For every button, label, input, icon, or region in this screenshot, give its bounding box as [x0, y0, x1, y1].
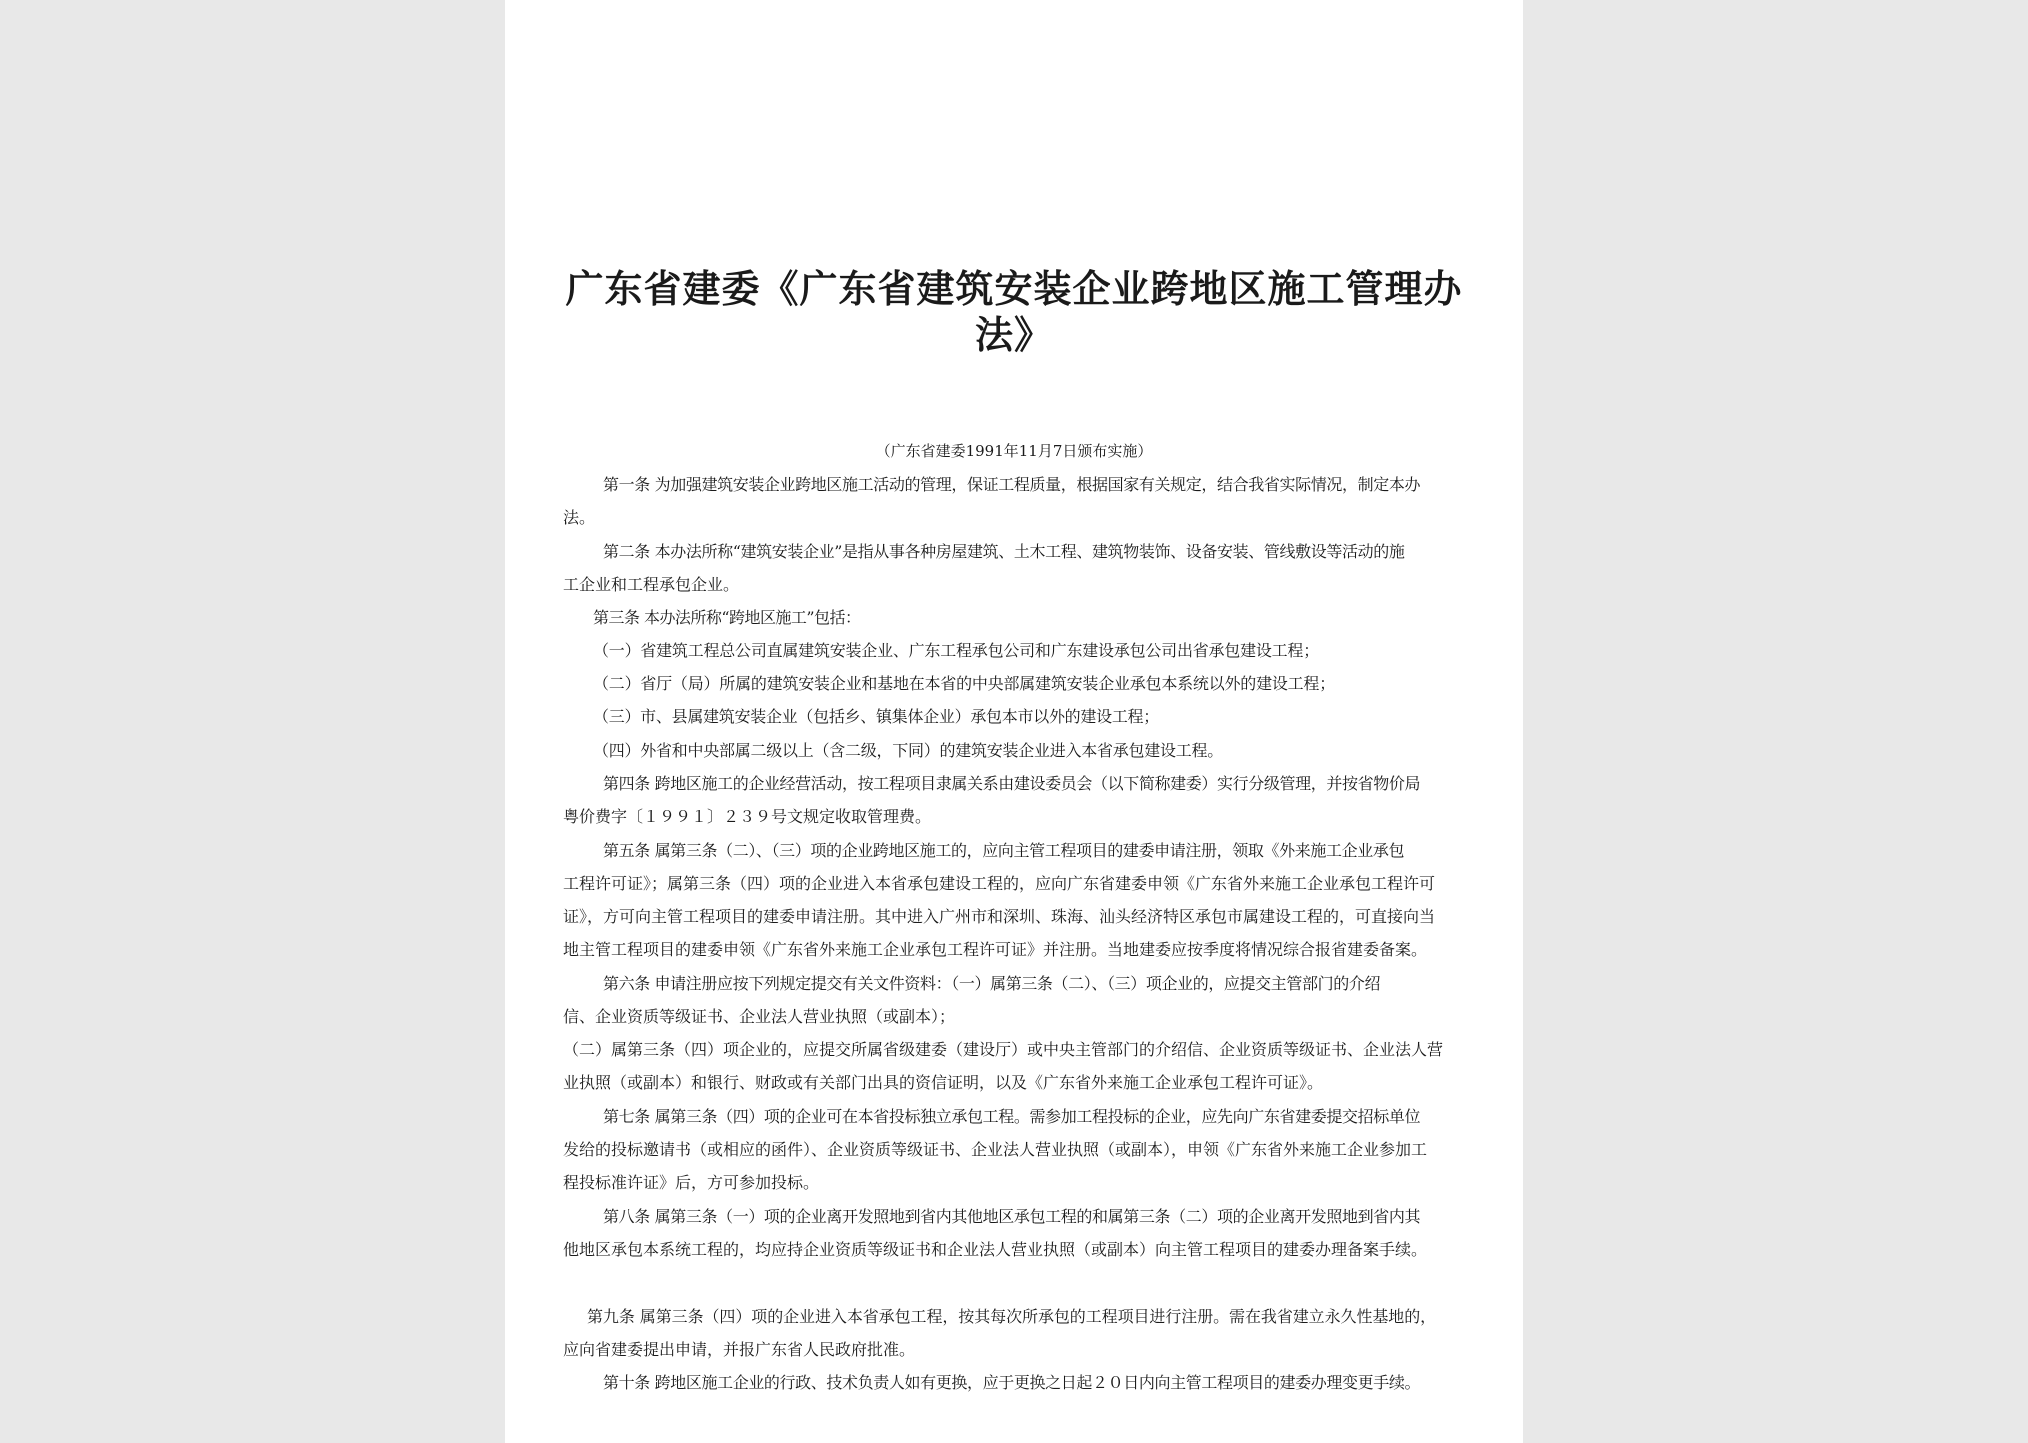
- document-title-line-1: 广东省建委《广东省建筑安装企业跨地区施工管理办: [565, 266, 1463, 311]
- document-subtitle: （广东省建委1991年11月7日颁布实施）: [875, 442, 1153, 460]
- text-line: （三）市、县属建筑安装企业（包括乡、镇集体企业）承包本市以外的建设工程；: [593, 707, 1160, 726]
- text-line: 第四条 跨地区施工的企业经营活动，按工程项目隶属关系由建设委员会（以下简称建委）实行分级管理，并按省物价局: [603, 774, 1421, 793]
- text-line: 证》，方可向主管工程项目的建委申请注册。其中进入广州市和深圳、珠海、汕头经济特区承包市属建设工程的，可直接向当: [563, 907, 1436, 926]
- document-title-line-2: 法》: [974, 312, 1053, 357]
- text-line: 第十条 跨地区施工企业的行政、技术负责人如有更换，应于更换之日起２０日内向主管工程项目的建委办理变更手续。: [603, 1373, 1421, 1392]
- text-line: （四）外省和中央部属二级以上（含二级，下同）的建筑安装企业进入本省承包建设工程。: [593, 741, 1224, 760]
- document-page: [505, 0, 1523, 1443]
- text-line: 工程许可证》；属第三条（四）项的企业进入本省承包建设工程的，应向广东省建委申领《广东省外来施工企业承包工程许可: [563, 874, 1436, 893]
- text-line: 业执照（或副本）和银行、财政或有关部门出具的资信证明，以及《广东省外来施工企业承包工程许可证》。: [563, 1073, 1324, 1092]
- text-line: 第一条 为加强建筑安装企业跨地区施工活动的管理，保证工程质量，根据国家有关规定，结合我省实际情况，制定本办: [603, 475, 1421, 494]
- text-line: 他地区承包本系统工程的，均应持企业资质等级证书和企业法人营业执照（或副本）向主管工程项目的建委办理备案手续。: [563, 1240, 1428, 1259]
- text-line: 第九条 属第三条（四）项的企业进入本省承包工程，按其每次所承包的工程项目进行注册。需在我省建立永久性基地的，: [587, 1307, 1437, 1326]
- text-line: 第七条 属第三条（四）项的企业可在本省投标独立承包工程。需参加工程投标的企业，应先向广东省建委提交招标单位: [603, 1107, 1421, 1126]
- text-line: （一）省建筑工程总公司直属建筑安装企业、广东工程承包公司和广东建设承包公司出省承包建设工程；: [593, 641, 1320, 660]
- text-line: 地主管工程项目的建委申领《广东省外来施工企业承包工程许可证》并注册。当地建委应按季度将情况综合报省建委备案。: [563, 940, 1428, 959]
- text-line: 第三条 本办法所称“跨地区施工”包括：: [593, 608, 861, 627]
- text-line: 信、企业资质等级证书、企业法人营业执照（或副本）；: [563, 1007, 956, 1026]
- text-line: 应向省建委提出申请，并报广东省人民政府批准。: [563, 1340, 916, 1359]
- text-line: 第六条 申请注册应按下列规定提交有关文件资料：（一）属第三条（二）、（三）项企业的，应提交主管部门的介绍: [603, 974, 1381, 993]
- text-line: 第八条 属第三条（一）项的企业离开发照地到省内其他地区承包工程的和属第三条（二）项的企业离开发照地到省内其: [603, 1207, 1421, 1226]
- text-line: 第五条 属第三条（二）、（三）项的企业跨地区施工的，应向主管工程项目的建委申请注册，领取《外来施工企业承包: [603, 841, 1405, 860]
- text-line: 粤价费字〔１９９１〕２３９号文规定收取管理费。: [563, 807, 932, 826]
- text-line: （二）省厅（局）所属的建筑安装企业和基地在本省的中央部属建筑安装企业承包本系统以外的建设工程；: [593, 674, 1336, 693]
- text-line: 第二条 本办法所称“建筑安装企业”是指从事各种房屋建筑、土木工程、建筑物装饰、设备安装、管线敷设等活动的施: [603, 542, 1405, 561]
- text-line: 工企业和工程承包企业。: [563, 575, 740, 594]
- text-line: 发给的投标邀请书（或相应的函件）、企业资质等级证书、企业法人营业执照（或副本），申领《广东省外来施工企业参加工: [563, 1140, 1428, 1159]
- text-line: 程投标准许证》后，方可参加投标。: [563, 1173, 820, 1192]
- text-line: （二）属第三条（四）项企业的，应提交所属省级建委（建设厅）或中央主管部门的介绍信、企业资质等级证书、企业法人营: [563, 1040, 1444, 1059]
- text-line: 法。: [563, 508, 596, 527]
